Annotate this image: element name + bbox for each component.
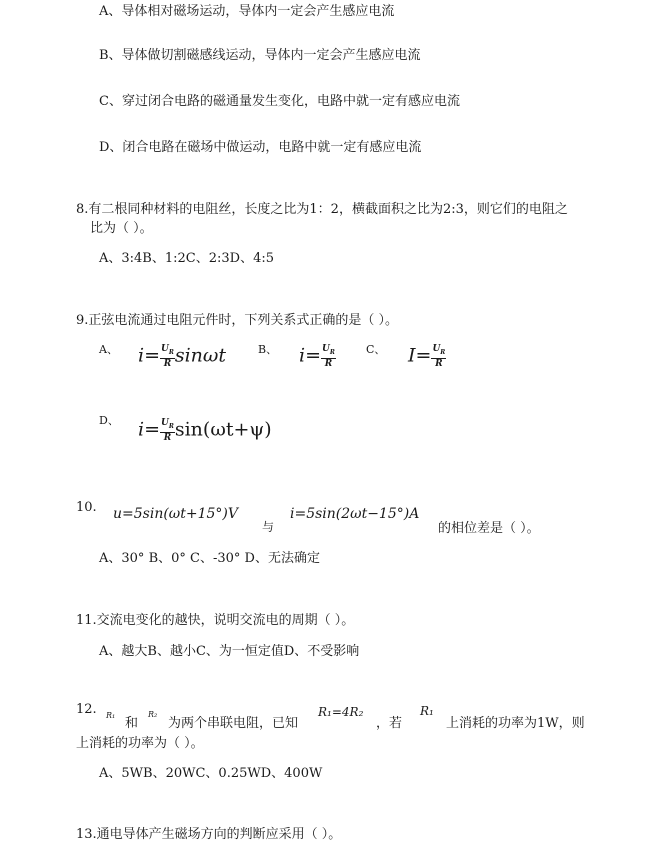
- q9-b-frac-num: U: [322, 344, 330, 354]
- q9-formula-a: [138, 344, 226, 369]
- q9-a-eq: =: [144, 344, 160, 367]
- q9-formula-d: [138, 418, 272, 443]
- q12-r1-inline: R₁: [420, 704, 434, 718]
- q9-c-eq: =: [415, 344, 432, 367]
- q9-label-d: D、: [99, 414, 119, 427]
- q9-d-fraction: [160, 418, 175, 443]
- q12-options: A、5WB、20WC、0.25WD、400W: [99, 766, 323, 781]
- q10-number: 10.: [76, 500, 97, 515]
- q12-number: 12.: [76, 702, 97, 717]
- q11-options: A、越大B、越小C、为一恒定值D、不受影响: [99, 644, 360, 659]
- q10-options: A、30° B、0° C、-30° D、无法确定: [99, 551, 320, 566]
- q12-and: 和: [125, 716, 139, 731]
- q8-options: A、3:4B、1:2C、2:3D、4:5: [99, 251, 274, 266]
- q13-stem: 13.通电导体产生磁场方向的判断应采用（ ）。: [76, 827, 342, 842]
- q9-label-b: B、: [258, 343, 278, 356]
- q9-d-lhs: i: [138, 418, 145, 441]
- q12-tail: 上消耗的功率为1W，则: [446, 716, 585, 731]
- q9-b-fraction: [321, 344, 336, 369]
- q9-d-eq: =: [144, 418, 160, 441]
- q9-b-eq: =: [305, 344, 321, 367]
- q9-a-frac-den: R: [163, 358, 172, 369]
- q12-comma: ，若: [376, 716, 403, 731]
- q9-d-frac-num: U: [161, 418, 169, 428]
- q9-a-fraction: [160, 344, 175, 369]
- q7-option-b: B、导体做切割磁感线运动，导体内一定会产生感应电流: [99, 48, 421, 63]
- q10-with: 与: [262, 520, 275, 534]
- q9-formula-c: [408, 344, 446, 369]
- q9-c-frac-den: R: [435, 358, 443, 369]
- q9-a-frac-num: U: [161, 344, 169, 354]
- q9-c-lhs: I: [408, 344, 416, 367]
- q9-label-a: A、: [99, 343, 118, 356]
- q12-stem-line2: 上消耗的功率为（ ）。: [76, 736, 204, 751]
- q11-stem: 11.交流电变化的越快，说明交流电的周期（ ）。: [76, 613, 355, 628]
- q10-formula-i: i=5sin(2ωt−15°)A: [290, 506, 420, 522]
- q12-r1-small: R₁: [106, 711, 116, 720]
- q12-relation: R₁=4R₂: [318, 705, 364, 719]
- q9-formula-b: [299, 344, 336, 369]
- q9-a-frac-num-sub: R: [168, 348, 174, 356]
- q9-d-tail: sin(ωt+ψ): [174, 418, 272, 441]
- q9-c-frac-num-sub: R: [440, 348, 446, 356]
- q8-stem-line1: 8.有二根同种材料的电阻丝，长度之比为1：2，横截面积之比为2:3，则它们的电阻之: [76, 202, 568, 217]
- q9-a-lhs: i: [138, 344, 145, 367]
- q7-option-a: A、导体相对磁场运动，导体内一定会产生感应电流: [99, 4, 395, 19]
- q9-c-fraction: [431, 344, 446, 369]
- q9-d-frac-num-sub: R: [168, 422, 174, 430]
- q9-stem: 9.正弦电流通过电阻元件时，下列关系式正确的是（ ）。: [76, 313, 399, 328]
- q9-d-frac-den: R: [163, 432, 172, 443]
- q10-formula-u: u=5sin(ωt+15°)V: [113, 506, 238, 522]
- q12-r2-small: R₂: [148, 710, 158, 719]
- q9-a-tail: sinωt: [174, 344, 227, 367]
- q9-label-c: C、: [366, 343, 386, 356]
- q7-option-d: D、闭合电路在磁场中做运动，电路中就一定有感应电流: [99, 140, 422, 155]
- q12-mid: 为两个串联电阻，已知: [168, 716, 299, 731]
- q10-tail: 的相位差是（ ）。: [438, 521, 540, 536]
- q8-stem-line2: 比为（ ）。: [90, 221, 153, 236]
- q9-b-frac-num-sub: R: [329, 348, 335, 356]
- q9-c-frac-num: U: [432, 344, 441, 354]
- q7-option-c: C、穿过闭合电路的磁通量发生变化，电路中就一定有感应电流: [99, 94, 460, 109]
- q9-b-lhs: i: [299, 344, 306, 367]
- q9-b-frac-den: R: [324, 358, 333, 369]
